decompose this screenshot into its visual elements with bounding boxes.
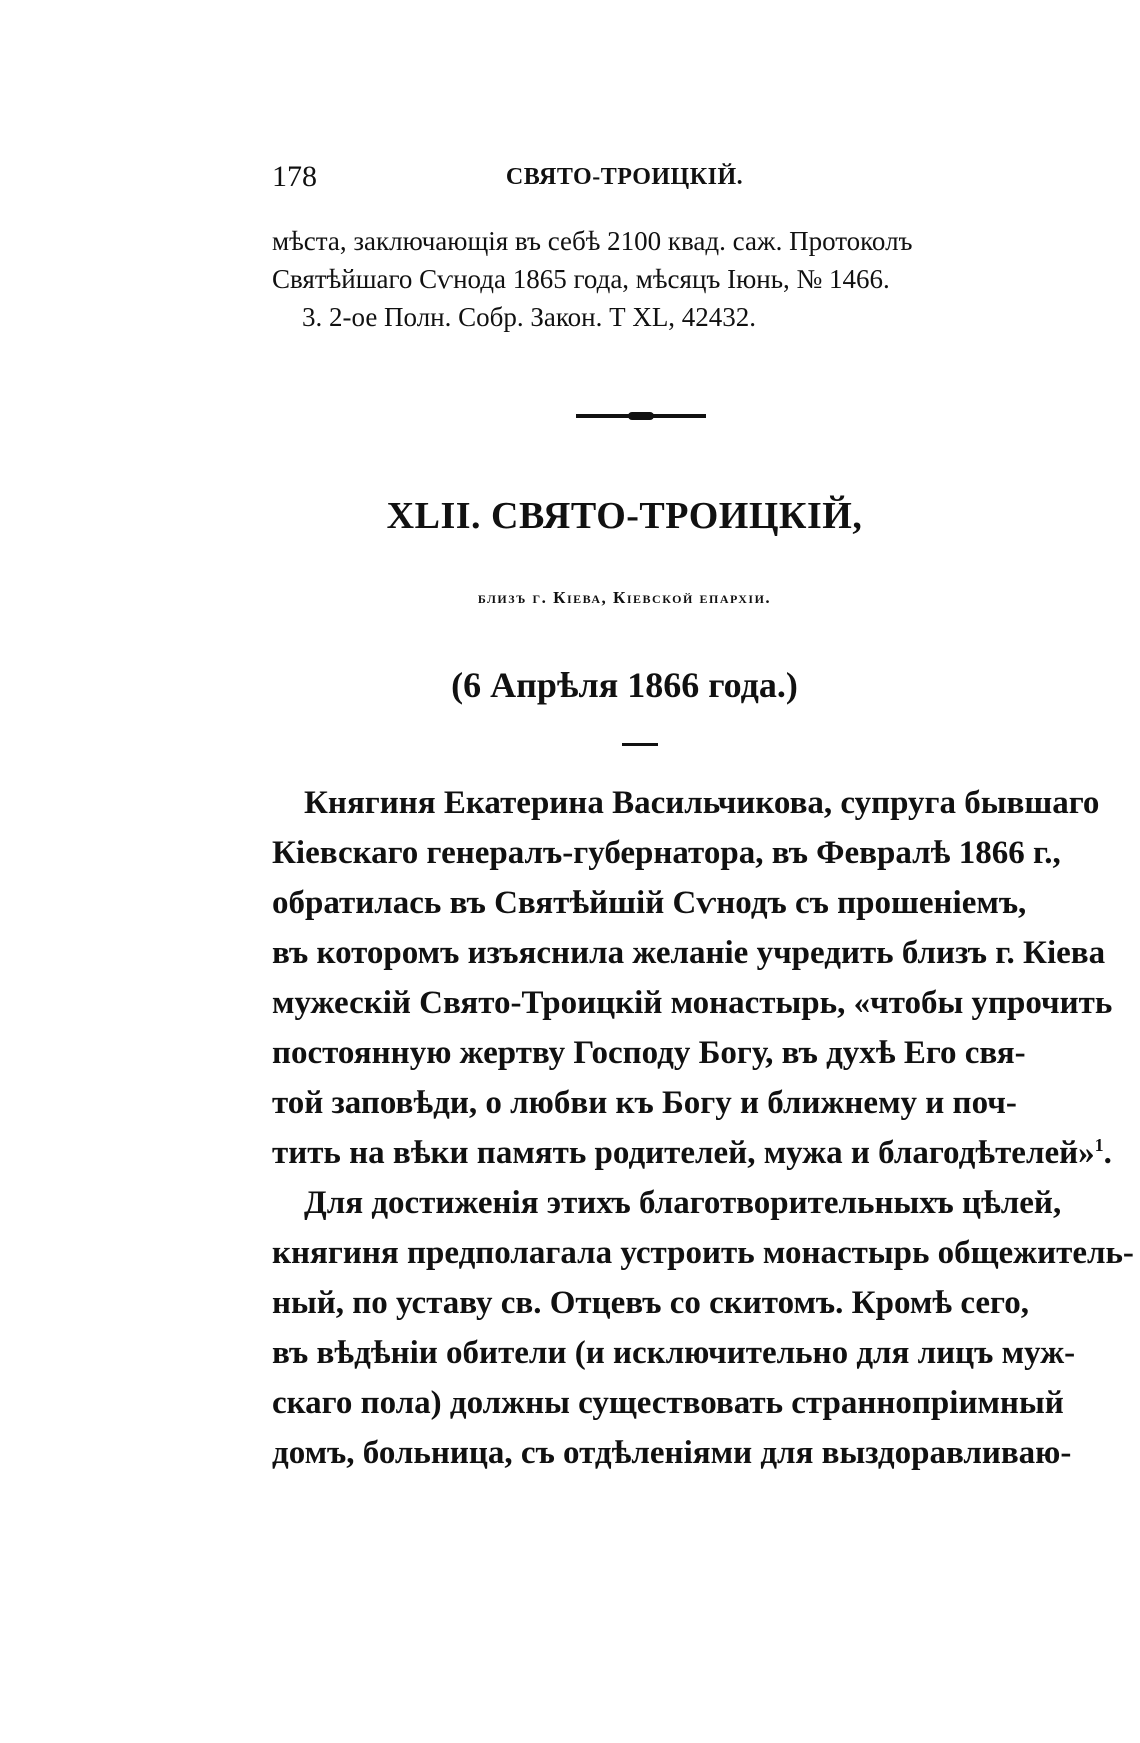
text-line: обратилась въ Святѣйшій Сѵнодъ съ прошеніемъ, (272, 885, 1027, 921)
text-line: скаго пола) должны существовать страннопріимный (272, 1385, 1064, 1421)
text-line: ный, по уставу св. Отцевъ со скитомъ. Кромѣ сего, (272, 1285, 1029, 1321)
body-text (272, 778, 1134, 1478)
section-subheading: близъ г. Кіева, Кіевской епархіи. (477, 588, 772, 607)
text-fragment: . (1103, 1135, 1112, 1171)
text-line: домъ, больница, съ отдѣленіями для выздоравливаю- (272, 1435, 1072, 1471)
short-divider (622, 743, 658, 746)
text-line: постоянную жертву Господу Богу, въ духѣ Его свя- (272, 1035, 1026, 1071)
text-line: Для достиженія этихъ благотворительныхъ цѣлей, (304, 1185, 1062, 1221)
text-line: Княгиня Екатерина Васильчикова, супруга бывшаго (304, 785, 1100, 821)
text-line: княгиня предполагала устроить монастырь общежитель- (272, 1235, 1134, 1271)
text-fragment: тить на вѣки память родителей, мужа и благодѣтелей» (272, 1135, 1095, 1171)
section-heading: XLII. СВЯТО-ТРОИЦКІЙ, (386, 495, 863, 537)
footnote-mark: 1 (1094, 1135, 1104, 1155)
text-line: мужескій Свято-Троицкій монастырь, «чтобы упрочить (272, 985, 1113, 1021)
text-line: той заповѣди, о любви къ Богу и ближнему и поч- (272, 1085, 1017, 1121)
section-divider (576, 414, 706, 418)
text-line (272, 1128, 1112, 1178)
running-title: СВЯТО-ТРОИЦКІЙ. (505, 164, 744, 190)
section-date: (6 Апрѣля 1866 года.) (451, 665, 798, 705)
text-line: въ вѣдѣніи обители (и исключительно для лицъ муж- (272, 1335, 1076, 1371)
footnote-line: 3. 2-ое Полн. Собр. Закон. Т XL, 42432. (302, 302, 757, 332)
running-head (272, 160, 977, 200)
footnote-continuation (272, 222, 977, 336)
page-number: 178 (272, 160, 317, 193)
text-line: Кіевскаго генералъ-губернатора, въ Февралѣ 1866 г., (272, 835, 1061, 871)
footnote-line: Святѣйшаго Сѵнода 1865 года, мѣсяцъ Іюнь, № 1466. (272, 264, 890, 294)
footnote-line: мѣста, заключающія въ себѣ 2100 квад. саж. Протоколъ (272, 226, 913, 256)
text-line: въ которомъ изъяснила желаніе учредить близъ г. Кіева (272, 935, 1106, 971)
